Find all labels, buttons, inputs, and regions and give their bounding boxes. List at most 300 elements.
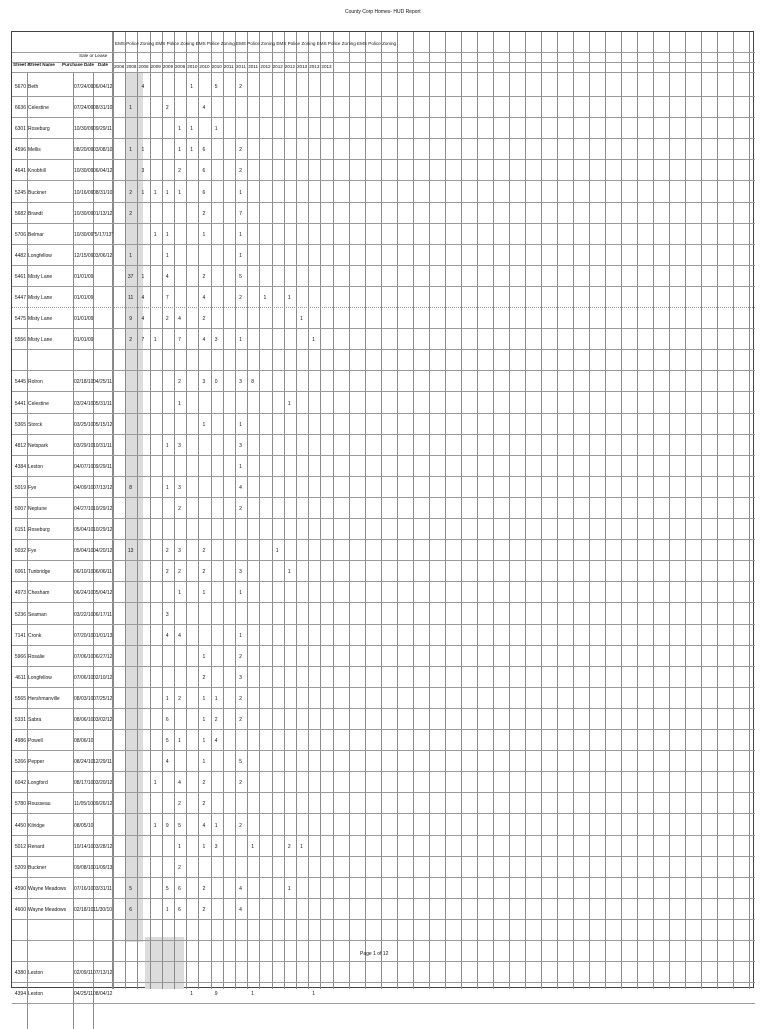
count-cell: 7 <box>239 211 242 217</box>
street-name-cell: Cronk <box>28 633 42 639</box>
count-cell: 11 <box>128 295 134 301</box>
sale-date-cell: 08/04/12 <box>93 991 113 997</box>
street-number-cell: 4812 <box>14 443 26 449</box>
row-separator <box>12 624 755 625</box>
count-cell: 6 <box>202 190 206 196</box>
count-cell: 1 <box>312 991 316 997</box>
street-name-cell: Knobhill <box>28 168 46 174</box>
purchase-date-cell: 05/04/10 <box>74 527 94 533</box>
street-number-cell: 5670 <box>14 84 26 90</box>
street-name-cell: Tunbridge <box>28 569 51 575</box>
table-row <box>12 799 755 810</box>
row-separator <box>12 518 755 519</box>
year-header-cell: 2013 <box>321 64 332 69</box>
row-separator <box>12 666 755 667</box>
street-name-cell: Kilridge <box>28 823 45 829</box>
count-cell: 2 <box>165 105 169 111</box>
sale-date-cell: 10/29/12 <box>93 506 113 512</box>
sale-date-cell: 05/31/11 <box>93 401 113 407</box>
count-cell: 1 <box>239 253 242 259</box>
count-cell: 1 <box>239 190 242 196</box>
count-cell: 8 <box>251 379 255 385</box>
table-row <box>12 525 755 536</box>
count-cell: 2 <box>239 295 242 301</box>
year-header-cell: 2010 <box>199 64 210 69</box>
table-row <box>12 209 755 220</box>
street-number-cell: 5447 <box>14 295 26 301</box>
street-name-cell: Sabra <box>28 717 42 723</box>
street-name-cell: Storck <box>28 422 43 428</box>
count-cell: 1 <box>202 844 206 850</box>
street-number-cell: 5966 <box>14 654 26 660</box>
purchase-date-cell: 04/09/10 <box>74 485 94 491</box>
street-name-cell: Neptune <box>28 506 47 512</box>
sale-date-cell: 02/10/12 <box>93 675 113 681</box>
table-row <box>12 631 755 642</box>
count-cell: 1 <box>141 147 145 153</box>
count-cell: 6 <box>178 907 181 913</box>
street-number-cell: 4973 <box>14 590 26 596</box>
street-name-cell: Fye <box>28 548 37 554</box>
row-separator <box>12 370 755 371</box>
row-separator <box>12 919 755 920</box>
street-name-cell: Roseburg <box>28 527 50 533</box>
street-number-cell: 4600 <box>14 907 26 913</box>
sale-date-cell: 12/29/11 <box>93 759 113 765</box>
street-name-cell: Misty Lane <box>28 337 53 343</box>
table-row <box>12 673 755 684</box>
count-cell: 4 <box>202 337 206 343</box>
sale-date-cell: 08/31/10 <box>93 190 113 196</box>
row-separator <box>12 792 755 793</box>
count-cell: 9 <box>214 991 218 997</box>
purchase-date-cell: 07/06/10 <box>74 675 94 681</box>
street-name-header: Street Name <box>28 62 55 67</box>
table-row <box>12 905 755 916</box>
count-cell: 4 <box>165 633 169 639</box>
table-row <box>12 546 755 557</box>
purchase-date-cell: 03/25/10 <box>74 422 94 428</box>
count-cell: 4 <box>214 738 218 744</box>
year-header-cell: 2008 <box>126 64 137 69</box>
count-cell: 2 <box>239 780 242 786</box>
count-cell: 1 <box>287 295 291 301</box>
table-row <box>12 842 755 853</box>
table-row <box>12 399 755 410</box>
sale-date-cell: 06/06/11 <box>93 569 113 575</box>
count-cell: 3 <box>239 675 242 681</box>
count-cell: 2 <box>202 548 206 554</box>
row-separator <box>12 117 755 118</box>
count-cell: 3 <box>178 548 181 554</box>
row-separator <box>12 1003 755 1004</box>
count-cell: 3 <box>239 379 242 385</box>
count-cell: 2 <box>202 907 206 913</box>
count-cell: 1 <box>202 717 206 723</box>
purchase-date-cell: 04/25/11 <box>74 991 94 997</box>
count-cell: 1 <box>214 126 218 132</box>
street-number-cell: 6151 <box>14 527 26 533</box>
row-separator <box>12 687 755 688</box>
count-cell: 3 <box>141 168 145 174</box>
count-cell: 1 <box>190 147 194 153</box>
count-cell: 4 <box>141 295 145 301</box>
count-cell: 1 <box>202 738 206 744</box>
count-cell: 1 <box>165 190 169 196</box>
street-number-cell: 4380 <box>14 970 26 976</box>
table-row <box>12 251 755 262</box>
street-name-cell: Longford <box>28 780 48 786</box>
count-cell: 4 <box>239 485 242 491</box>
sale-date-cell: 06/17/11 <box>93 612 113 618</box>
sale-date-cell: 10/31/11 <box>93 443 113 449</box>
count-cell: 1 <box>165 232 169 238</box>
count-cell: 1 <box>165 696 169 702</box>
street-name-cell: Buckner <box>28 190 47 196</box>
count-cell: 1 <box>178 738 181 744</box>
year-header-cell: 2009 <box>175 64 186 69</box>
count-cell: 2 <box>239 654 242 660</box>
count-cell: 5 <box>214 84 218 90</box>
row-separator <box>12 307 755 308</box>
street-name-cell: Brandt <box>28 211 43 217</box>
street-number-cell: 4384 <box>14 464 26 470</box>
count-cell: 4 <box>141 316 145 322</box>
table-row <box>12 335 755 346</box>
row-separator <box>12 560 755 561</box>
row-separator <box>12 455 755 456</box>
purchase-date-cell: 08/03/10 <box>74 696 94 702</box>
count-cell: 2 <box>239 717 242 723</box>
measure-group-header: EMS Police Zoning EMS Police Zoning EMS Police Zoning EMS Police Zoning EMS Police Zoning EMS Police Zoning EMS Police Zoning <box>115 41 397 46</box>
purchase-date-header: Purchase Date <box>62 62 94 67</box>
sale-date-cell: 08/31/10 <box>93 105 113 111</box>
count-cell: 1 <box>239 590 242 596</box>
count-cell: 1 <box>190 991 194 997</box>
row-separator <box>12 940 755 941</box>
count-cell: 4 <box>239 886 242 892</box>
row-separator <box>12 877 755 878</box>
purchase-date-cell: 04/27/10 <box>74 506 94 512</box>
count-cell: 2 <box>178 569 181 575</box>
street-number-header: Street # <box>13 62 30 67</box>
table-row <box>12 483 755 494</box>
purchase-date-cell: 03/29/10 <box>74 443 94 449</box>
table-row <box>12 441 755 452</box>
street-name-cell: Misty Lane <box>28 295 53 301</box>
purchase-date-cell: 10/30/09 <box>74 211 94 217</box>
count-cell: 1 <box>178 590 181 596</box>
table-row <box>12 736 755 747</box>
table-row <box>12 377 755 388</box>
count-cell: 1 <box>214 696 218 702</box>
count-cell: 2 <box>178 696 181 702</box>
row-separator <box>12 856 755 857</box>
table-row <box>12 863 755 874</box>
table-row <box>12 567 755 578</box>
street-name-cell: Wayne Meadows <box>28 886 67 892</box>
street-name-cell: Seaman <box>28 612 47 618</box>
street-number-cell: 5445 <box>14 379 26 385</box>
year-header-cell: 2012 <box>272 64 283 69</box>
sale-date-cell: 04/25/11 <box>93 379 113 385</box>
street-number-cell: 5461 <box>14 274 26 280</box>
count-cell: 1 <box>202 590 206 596</box>
purchase-date-cell: 01/01/09 <box>74 295 94 301</box>
count-cell: 1 <box>165 443 169 449</box>
count-cell: 1 <box>153 232 157 238</box>
street-number-cell: 5441 <box>14 401 26 407</box>
purchase-date-cell: 02/18/10 <box>74 907 94 913</box>
street-name-cell: Rousseau <box>28 801 51 807</box>
count-cell: 4 <box>202 823 206 829</box>
count-cell: 2 <box>178 865 181 871</box>
street-number-cell: 4394 <box>14 991 26 997</box>
table-row <box>12 757 755 768</box>
count-cell: 1 <box>239 633 242 639</box>
street-name-cell: Longfellow <box>28 675 52 681</box>
count-cell: 37 <box>127 274 134 280</box>
sale-date-cell: 01/13/12 <box>93 211 113 217</box>
table-row <box>12 356 755 367</box>
street-number-cell: 5245 <box>14 190 26 196</box>
street-name-cell: Powell <box>28 738 43 744</box>
count-cell: 1 <box>129 253 133 259</box>
year-header-cell: 2009 <box>150 64 161 69</box>
count-cell: 2 <box>178 379 181 385</box>
count-cell: 2 <box>239 147 242 153</box>
sale-date-cell: 03/02/12 <box>93 717 113 723</box>
street-name-cell: Leston <box>28 464 44 470</box>
sale-date-cell: 06/04/12 <box>93 84 113 90</box>
count-cell: 2 <box>178 801 181 807</box>
street-number-cell: 4641 <box>14 168 26 174</box>
count-cell: 1 <box>178 401 181 407</box>
header-line <box>12 62 755 63</box>
year-header-cell: 2012 <box>284 64 296 69</box>
sale-date-cell: 05/04/12 <box>93 590 113 596</box>
sale-date-cell: 09/29/11 <box>93 126 113 132</box>
count-cell: 1 <box>202 422 206 428</box>
count-cell: 2 <box>202 886 206 892</box>
count-cell: 4 <box>141 84 145 90</box>
purchase-date-cell: 08/05/10 <box>74 823 94 829</box>
row-separator <box>12 750 755 751</box>
year-header-cell: 2011 <box>223 64 234 69</box>
street-number-cell: 6636 <box>14 105 26 111</box>
street-name-cell: Celestine <box>28 105 49 111</box>
row-separator <box>12 413 755 414</box>
count-cell: 1 <box>251 844 255 850</box>
count-cell: 1 <box>287 401 291 407</box>
count-cell: 1 <box>287 569 291 575</box>
purchase-date-cell: 05/04/10 <box>74 548 94 554</box>
count-cell: 2 <box>202 801 206 807</box>
year-header-cell: 2008 <box>114 64 125 69</box>
row-separator <box>12 96 755 97</box>
purchase-date-cell: 06/24/10 <box>74 590 94 596</box>
row-separator <box>12 180 755 181</box>
count-cell: 1 <box>202 232 206 238</box>
sale-date-cell: 03/31/11 <box>93 886 113 892</box>
purchase-date-cell: 08/06/10 <box>74 738 94 744</box>
count-cell: 5 <box>165 886 169 892</box>
count-cell: 6 <box>165 717 169 723</box>
purchase-date-cell: 10/30/09 <box>74 232 94 238</box>
count-cell: 1 <box>165 253 169 259</box>
sale-date-cell: 03/28/12 <box>93 844 113 850</box>
purchase-date-cell: 06/10/10 <box>74 569 94 575</box>
street-number-cell: 5780 <box>14 801 26 807</box>
count-cell: 1 <box>312 337 316 343</box>
count-cell: 1 <box>153 823 157 829</box>
purchase-date-cell: 07/24/09 <box>74 84 94 90</box>
sale-date-cell: 01/01/13 <box>93 633 113 639</box>
count-cell: 2 <box>178 168 181 174</box>
count-cell: 1 <box>165 485 169 491</box>
row-separator <box>12 159 755 160</box>
row-separator <box>12 539 755 540</box>
row-separator <box>12 286 755 287</box>
sale-date-cell: "5/17/13" <box>93 232 114 238</box>
count-cell: 4 <box>239 907 242 913</box>
count-cell: 4 <box>178 633 181 639</box>
table-row <box>12 420 755 431</box>
count-cell: 1 <box>287 886 291 892</box>
count-cell: 1 <box>178 190 181 196</box>
count-cell: 2 <box>202 316 206 322</box>
count-cell: 5 <box>239 274 242 280</box>
row-separator <box>12 813 755 814</box>
street-number-cell: 5331 <box>14 717 26 723</box>
table-row <box>12 314 755 325</box>
purchase-date-cell: 07/20/10 <box>74 633 94 639</box>
sale-date-cell: 03/08/10 <box>93 147 113 153</box>
table-row <box>12 588 755 599</box>
count-cell: 4 <box>178 780 181 786</box>
count-cell: 6 <box>129 907 133 913</box>
street-name-cell: Netspark <box>28 443 49 449</box>
street-number-cell: 6061 <box>14 569 26 575</box>
count-cell: 3 <box>214 844 218 850</box>
row-separator <box>12 771 755 772</box>
sale-date-cell: 01/09/13 <box>93 865 113 871</box>
row-separator <box>12 708 755 709</box>
count-cell: 3 <box>165 612 169 618</box>
count-cell: 0 <box>214 379 218 385</box>
year-header-cell: 2013 <box>309 64 320 69</box>
purchase-date-cell: 08/20/09 <box>74 147 94 153</box>
count-cell: 2 <box>129 337 133 343</box>
street-number-cell: 4611 <box>15 675 26 681</box>
purchase-date-cell: 04/07/10 <box>74 464 94 470</box>
count-cell: 6 <box>202 147 206 153</box>
street-name-cell: Chesham <box>28 590 50 596</box>
count-cell: 6 <box>202 168 206 174</box>
count-cell: 2 <box>202 274 206 280</box>
count-cell: 1 <box>275 548 279 554</box>
row-separator <box>12 645 755 646</box>
count-cell: 6 <box>178 886 181 892</box>
street-number-cell: 4986 <box>14 738 26 744</box>
sale-date-header-top: Sale or Lease <box>79 53 108 58</box>
count-cell: 1 <box>153 337 157 343</box>
table-row <box>12 989 755 1000</box>
street-name-cell: Leston <box>28 991 44 997</box>
row-separator <box>12 581 755 582</box>
count-cell: 4 <box>165 274 169 280</box>
table-row <box>12 82 755 93</box>
street-number-cell: 5565 <box>14 696 26 702</box>
count-cell: 3 <box>214 337 218 343</box>
row-separator <box>12 497 755 498</box>
count-cell: 2 <box>239 823 242 829</box>
count-cell: 1 <box>202 654 206 660</box>
year-header-cell: 2010 <box>187 64 198 69</box>
count-cell: 1 <box>178 147 181 153</box>
table-row <box>12 610 755 621</box>
report-title: County Corp Homes- HUD Report <box>345 9 421 15</box>
count-cell: 1 <box>129 147 133 153</box>
count-cell: 1 <box>178 126 181 132</box>
street-number-cell: 5236 <box>14 612 26 618</box>
count-cell: 1 <box>263 295 267 301</box>
count-cell: 3 <box>178 485 181 491</box>
purchase-date-cell: 02/09/11 <box>74 970 94 976</box>
count-cell: 3 <box>178 443 181 449</box>
count-cell: 13 <box>127 548 134 554</box>
count-cell: 1 <box>141 274 145 280</box>
table-row <box>12 230 755 241</box>
purchase-date-cell: 03/24/10 <box>74 401 94 407</box>
street-name-cell: Leston <box>28 970 44 976</box>
count-cell: 9 <box>129 316 133 322</box>
table-row <box>12 715 755 726</box>
count-cell: 1 <box>153 780 157 786</box>
count-cell: 5 <box>129 886 133 892</box>
count-cell: 1 <box>214 823 218 829</box>
table-row <box>12 293 755 304</box>
purchase-date-cell: 01/01/09 <box>74 274 94 280</box>
year-header-cell: 2012 <box>260 64 271 69</box>
header-line <box>12 72 755 73</box>
sale-date-cell: 11/30/10 <box>93 907 113 913</box>
count-cell: 2 <box>165 548 169 554</box>
table-row <box>12 462 755 473</box>
street-name-cell: Misty Lane <box>28 316 53 322</box>
count-cell: 5 <box>178 823 181 829</box>
street-number-cell: 5706 <box>14 232 26 238</box>
count-cell: 7 <box>141 337 145 343</box>
count-cell: 2 <box>287 844 291 850</box>
row-separator <box>12 961 755 962</box>
street-name-cell: Rosalie <box>28 654 45 660</box>
table-row <box>12 188 755 199</box>
street-number-cell: 4482 <box>14 253 26 259</box>
table-row <box>12 821 755 832</box>
table-row <box>12 652 755 663</box>
table-row <box>12 926 755 937</box>
row-separator <box>12 328 755 329</box>
count-cell: 4 <box>178 316 181 322</box>
row-separator <box>12 729 755 730</box>
purchase-date-cell: 07/16/10 <box>74 886 94 892</box>
street-number-cell: 5012 <box>14 844 26 850</box>
count-cell: 8 <box>129 485 133 491</box>
street-number-cell: 7141 <box>14 633 26 639</box>
spreadsheet-grid <box>11 31 754 997</box>
year-header-cell: 2013 <box>297 64 308 69</box>
